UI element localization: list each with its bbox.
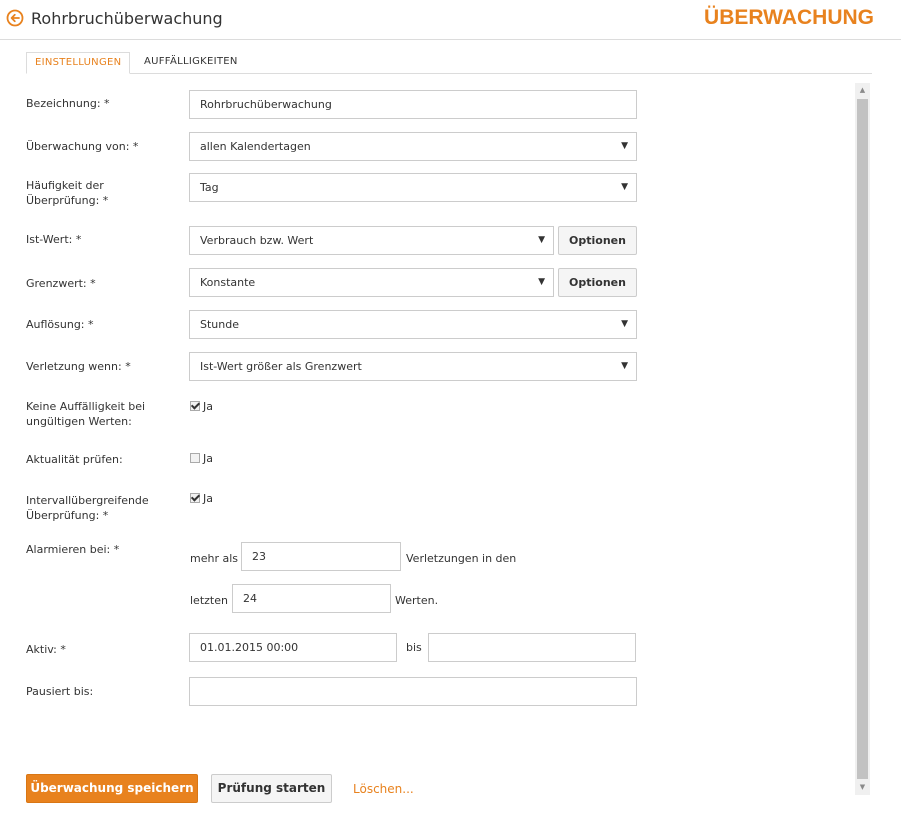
intervall-label-line2: Überprüfung: * — [26, 509, 109, 522]
aktualitaet-label: Aktualität prüfen: — [26, 453, 123, 466]
bezeichnung-value: Rohrbruchüberwachung — [200, 98, 332, 111]
alarmieren-suffix-werten: Werten. — [395, 594, 439, 607]
start-check-button[interactable]: Prüfung starten — [211, 774, 332, 803]
haeufigkeit-label — [26, 178, 108, 208]
keine-auffaelligkeit-checkbox-label[interactable]: Ja — [203, 400, 213, 413]
scrollbar-thumb[interactable] — [857, 99, 868, 779]
back-arrow-icon[interactable] — [6, 9, 24, 27]
scroll-up-arrow-icon[interactable]: ▲ — [859, 86, 866, 94]
ist-wert-optionen-button[interactable]: Optionen — [558, 226, 637, 255]
save-button[interactable]: Überwachung speichern — [26, 774, 198, 803]
grenzwert-optionen-button[interactable]: Optionen — [558, 268, 637, 297]
aktualitaet-checkbox-label[interactable]: Ja — [203, 452, 213, 465]
pausiert-label: Pausiert bis: — [26, 685, 94, 698]
alarmieren-verletzungen-input[interactable] — [241, 542, 401, 571]
alarmieren-verletzungen-value: 23 — [252, 550, 266, 563]
keine-auffaelligkeit-checkbox-row[interactable] — [190, 400, 213, 414]
ist-wert-label: Ist-Wert: * — [26, 233, 82, 246]
aktiv-from-value: 01.01.2015 00:00 — [200, 641, 299, 654]
delete-link[interactable]: Löschen... — [353, 782, 414, 796]
intervall-label-line1: Intervallübergreifende — [26, 494, 149, 507]
intervall-checkbox[interactable] — [190, 493, 200, 503]
keine-auffaelligkeit-label-line1: Keine Auffälligkeit bei — [26, 400, 146, 413]
aufloesung-select[interactable] — [189, 310, 637, 339]
grenzwert-select[interactable] — [189, 268, 554, 297]
dropdown-caret-icon: ▼ — [621, 141, 628, 151]
verletzung-wenn-value: Ist-Wert größer als Grenzwert — [200, 360, 362, 373]
dropdown-caret-icon: ▼ — [621, 182, 628, 192]
ueberwachung-von-value: allen Kalendertagen — [200, 140, 311, 153]
dropdown-caret-icon: ▼ — [538, 277, 545, 287]
aufloesung-label: Auflösung: * — [26, 318, 94, 331]
aktualitaet-checkbox[interactable] — [190, 453, 200, 463]
verletzung-wenn-select[interactable] — [189, 352, 637, 381]
aktualitaet-checkbox-row[interactable] — [190, 452, 213, 466]
aktiv-label: Aktiv: * — [26, 643, 66, 656]
grenzwert-label: Grenzwert: * — [26, 277, 96, 290]
alarmieren-label: Alarmieren bei: * — [26, 543, 120, 556]
alarmieren-werte-input[interactable] — [232, 584, 391, 613]
intervall-checkbox-row[interactable] — [190, 492, 213, 506]
haeufigkeit-select[interactable] — [189, 173, 637, 202]
tab-bar — [26, 52, 872, 74]
keine-auffaelligkeit-label — [26, 399, 145, 429]
aktiv-from-input[interactable] — [189, 633, 397, 662]
ist-wert-value: Verbrauch bzw. Wert — [200, 234, 314, 247]
pausiert-input[interactable] — [189, 677, 637, 706]
bezeichnung-label: Bezeichnung: * — [26, 97, 110, 110]
alarmieren-werte-value: 24 — [243, 592, 257, 605]
haeufigkeit-value: Tag — [200, 181, 219, 194]
aufloesung-value: Stunde — [200, 318, 239, 331]
alarmieren-prefix-letzten: letzten — [190, 594, 228, 607]
haeufigkeit-label-line1: Häufigkeit der — [26, 179, 104, 192]
keine-auffaelligkeit-label-line2: ungültigen Werten: — [26, 415, 132, 428]
ist-wert-select[interactable] — [189, 226, 554, 255]
dropdown-caret-icon: ▼ — [621, 361, 628, 371]
aktiv-bis-label: bis — [406, 641, 422, 654]
keine-auffaelligkeit-checkbox[interactable] — [190, 401, 200, 411]
grenzwert-value: Konstante — [200, 276, 256, 289]
intervall-checkbox-label[interactable]: Ja — [203, 492, 213, 505]
haeufigkeit-label-line2: Überprüfung: * — [26, 194, 109, 207]
dropdown-caret-icon: ▼ — [538, 235, 545, 245]
ueberwachung-von-select[interactable] — [189, 132, 637, 161]
dropdown-caret-icon: ▼ — [621, 319, 628, 329]
verletzung-wenn-label: Verletzung wenn: * — [26, 360, 131, 373]
tab-einstellungen[interactable]: EINSTELLUNGEN — [26, 52, 130, 74]
vertical-scrollbar[interactable] — [855, 83, 870, 795]
tab-auffaelligkeiten[interactable]: AUFFÄLLIGKEITEN — [144, 56, 238, 67]
aktiv-to-input[interactable] — [428, 633, 636, 662]
brand-logo: ÜBERWACHUNG — [704, 6, 874, 29]
bezeichnung-input[interactable] — [189, 90, 637, 119]
ueberwachung-von-label: Überwachung von: * — [26, 140, 139, 153]
alarmieren-prefix-mehr-als: mehr als — [190, 552, 239, 565]
intervall-label — [26, 493, 149, 523]
alarmieren-suffix-verletzungen: Verletzungen in den — [406, 552, 517, 565]
page-title: Rohrbruchüberwachung — [31, 9, 223, 28]
page-header — [0, 0, 901, 40]
scroll-down-arrow-icon[interactable]: ▼ — [859, 783, 866, 791]
